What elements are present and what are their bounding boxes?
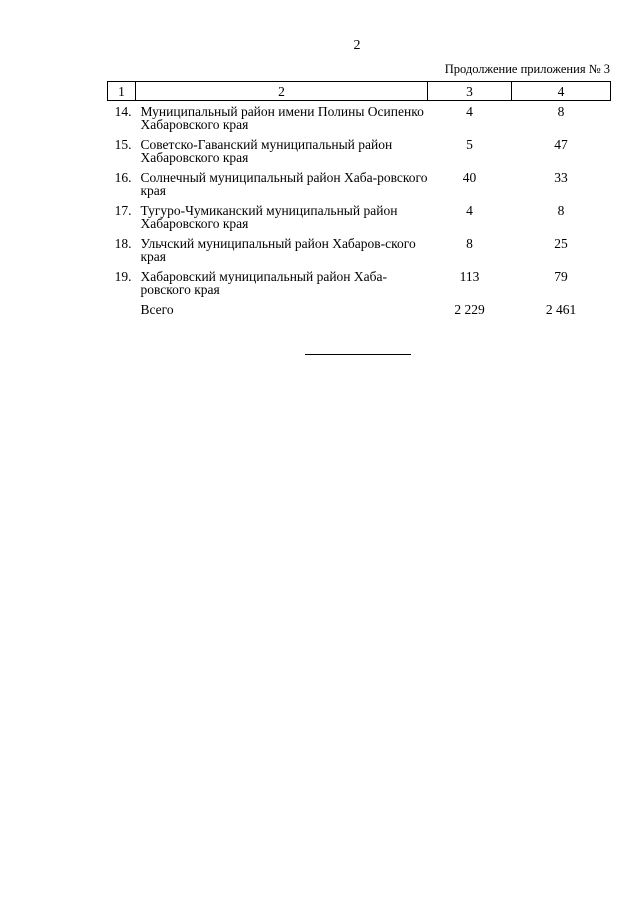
cell-col3: 40 xyxy=(462,170,477,185)
table-row xyxy=(108,134,611,167)
table-row xyxy=(108,167,611,200)
row-number: 14. xyxy=(114,104,132,119)
page-number: 2 xyxy=(353,38,361,53)
cell-col4: 8 xyxy=(557,203,565,218)
cell-col4: 33 xyxy=(554,170,568,185)
district-name: Солнечный муниципальный район Хаба-ровского края xyxy=(140,170,428,198)
total-row xyxy=(108,299,611,319)
column-header: 3 xyxy=(428,82,512,101)
total-col4: 2 461 xyxy=(545,302,577,317)
district-name: Ульчский муниципальный район Хабаров-ского края xyxy=(140,236,416,264)
row-number: 17. xyxy=(114,203,132,218)
column-header: 4 xyxy=(512,82,611,101)
table-row xyxy=(108,266,611,299)
total-label: Всего xyxy=(140,302,174,317)
table-row xyxy=(108,200,611,233)
district-name: Тугуро-Чумиканский муниципальный район Хабаровского края xyxy=(140,203,398,231)
district-name: Муниципальный район имени Полины Осипенко Хабаровского края xyxy=(140,104,424,132)
end-divider xyxy=(305,354,411,355)
district-name: Хабаровский муниципальный район Хаба-ровского края xyxy=(140,269,388,297)
table-row xyxy=(108,101,611,135)
column-header: 2 xyxy=(136,82,428,101)
row-number: 16. xyxy=(114,170,132,185)
row-number: 19. xyxy=(114,269,132,284)
cell-col4: 47 xyxy=(554,137,568,152)
cell-col3: 4 xyxy=(466,104,473,119)
table-header-row xyxy=(108,82,611,101)
data-table xyxy=(107,81,611,319)
cell-col3: 8 xyxy=(466,236,473,251)
total-col3: 2 229 xyxy=(454,302,485,317)
row-number: 15. xyxy=(114,137,132,152)
appendix-note: Продолжение приложения № 3 xyxy=(444,62,610,76)
district-name: Советско-Гаванский муниципальный район Хабаровского края xyxy=(140,137,393,165)
cell-col3: 113 xyxy=(459,269,480,284)
cell-col3: 4 xyxy=(466,203,473,218)
cell-col4: 25 xyxy=(554,236,568,251)
cell-col4: 79 xyxy=(554,269,568,284)
cell-col4: 8 xyxy=(557,104,565,119)
cell-col3: 5 xyxy=(466,137,473,152)
column-header: 1 xyxy=(108,82,136,101)
table-row xyxy=(108,233,611,266)
row-number: 18. xyxy=(114,236,132,251)
